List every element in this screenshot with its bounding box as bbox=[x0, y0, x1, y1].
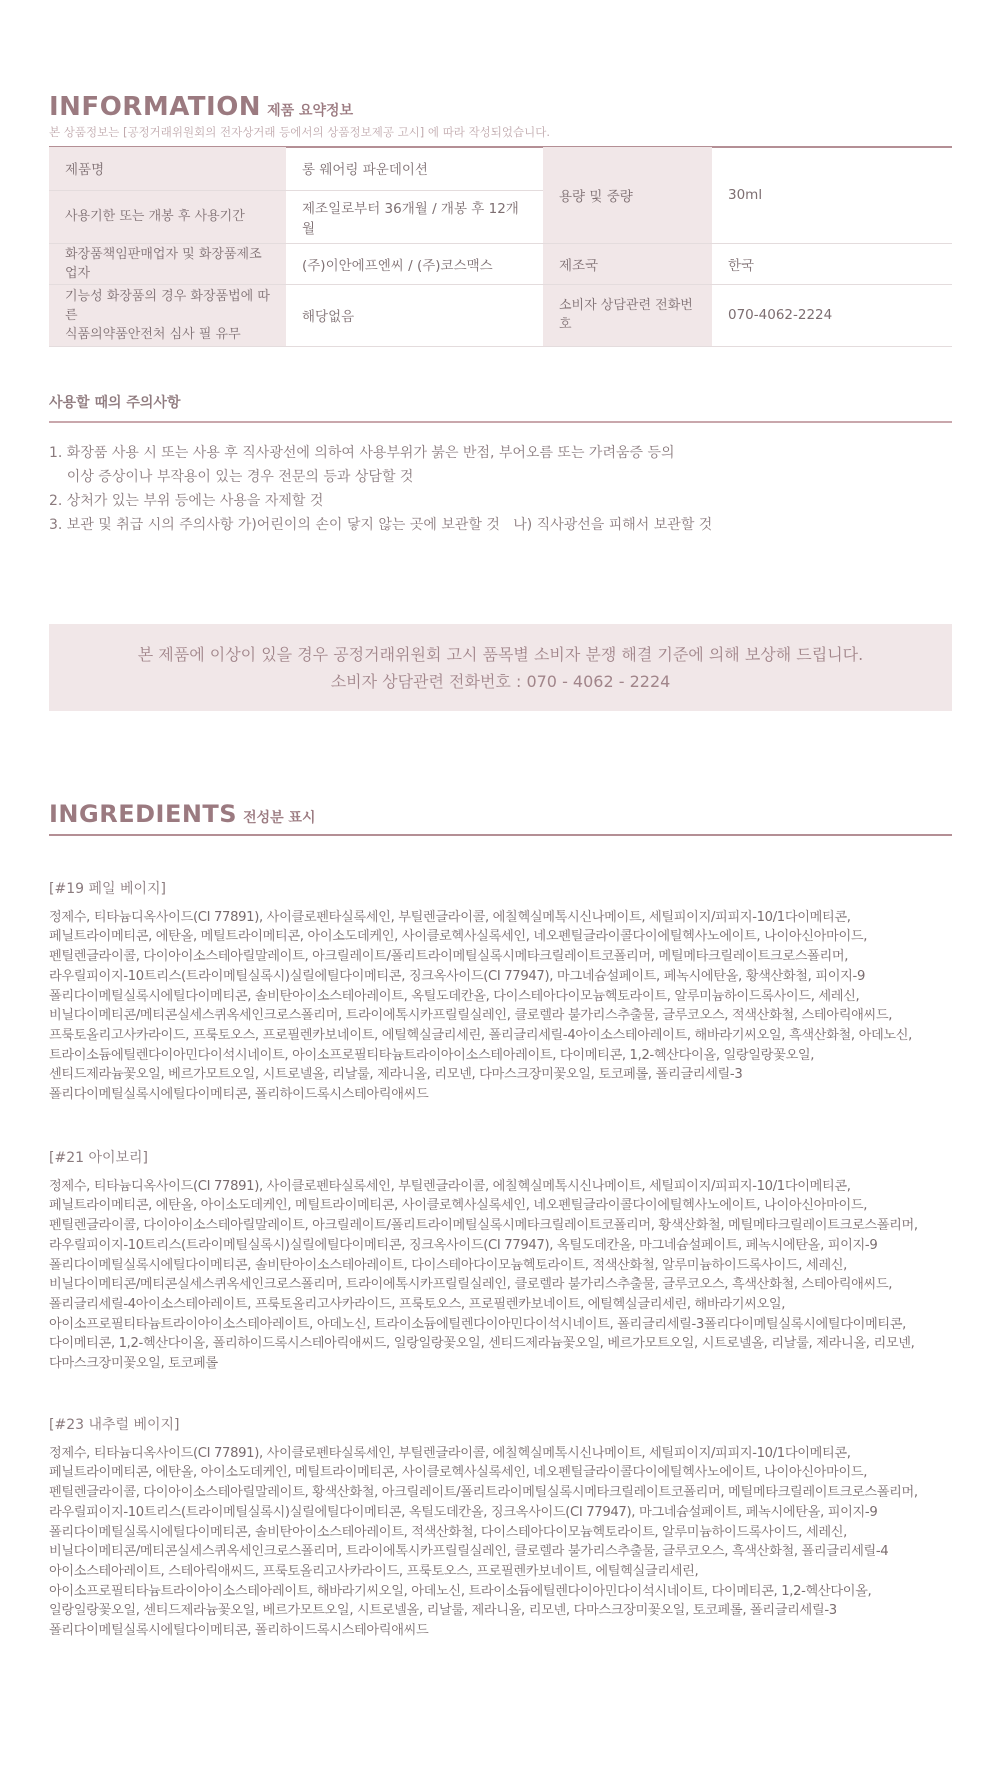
shade-name: [#21 아이보리] bbox=[49, 1150, 149, 1166]
ingredient-shade-19 bbox=[49, 880, 952, 1105]
cs-phone-value: 070-4062-2224 bbox=[712, 284, 952, 346]
banner-line-2: 소비자 상담관련 전화번호 : 070 - 4062 - 2224 bbox=[330, 671, 671, 691]
origin-label: 제조국 bbox=[543, 243, 712, 284]
caution-item: 3. 보관 및 취급 시의 주의사항 가)어린이의 손이 닿지 않는 곳에 보관할 것 나) 직사광선을 피해서 보관할 것 bbox=[49, 516, 713, 533]
information-notice: 본 상품정보는 [공정거래위원회의 전자상거래 등에서의 상품정보제공 고시] 에 따라 작성되었습니다. bbox=[49, 125, 550, 139]
compensation-banner bbox=[49, 624, 952, 711]
banner-line-1: 본 제품에 이상이 있을 경우 공정거래위원회 고시 품목별 소비자 분쟁 해결 기준에 의해 보상해 드립니다. bbox=[137, 644, 864, 664]
ingredient-shade-21 bbox=[49, 1149, 952, 1374]
ingredients-divider bbox=[49, 834, 952, 836]
manufacturer-value: (주)이안에프엔씨 / (주)코스맥스 bbox=[286, 243, 543, 284]
functional-label-line2: 식품의약품안전처 심사 필 유무 bbox=[65, 326, 241, 342]
product-name-value: 롱 웨어링 파운데이션 bbox=[286, 147, 543, 190]
caution-list bbox=[49, 441, 952, 537]
ingredients-title: INGREDIENTS bbox=[49, 800, 238, 828]
ingredient-shade-23 bbox=[49, 1416, 952, 1641]
functional-value: 해당없음 bbox=[286, 284, 543, 346]
caution-item: 1. 화장품 사용 시 또는 사용 후 직사광선에 의하여 사용부위가 붉은 반점, 부어오름 또는 가려움증 등의 bbox=[49, 444, 675, 461]
expiry-value: 제조일로부터 36개월 / 개봉 후 12개월 bbox=[286, 190, 543, 243]
caution-title: 사용할 때의 주의사항 bbox=[49, 395, 181, 411]
ingredient-list: 정제수, 티타늄디옥사이드(CI 77891), 사이클로펜타실록세인, 부틸렌글라이콜, 에칠헥실메톡시신나메이트, 세틸피이지/피피지-10/1다이메티콘, 페닐트라이메티콘, 에탄올, 아이소도데케인, 메틸트라이메티콘, 사이클로헥사실록세인, 네오펜틸글라이콜다이에틸헥사노에이트, 나이아신아마이드, 펜틸렌글라이콜, 다이아이소스테아릴말레이트, 황색산화철, 아크릴레이트/폴리트라이메틸실록시메타크릴레이트코폴리머, 메틸메타크릴레이트크로스폴리머, 라우릴피이지-10트리스(트라이메틸실록시)실릴에틸다이메티콘, 옥틸도데칸올, 징크옥사이드(CI 77947), 마그네슘설페이트, 페녹시에탄올, 피이지-9 폴리다이메틸실록시에틸다이메티콘, 솔비탄아이소스테아레이트, 적색산화철, 다이스테아다이모늄헥토라이트, 알루미늄하이드록사이드, 세레신, 비닐다이메티콘/메티콘실세스퀴옥세인크로스폴리머, 트라이에톡시카프릴릴실레인, 클로렐라 불가리스추출물, 글루코오스, 흑색산화철, 폴리글리세릴-4 아이소스테아레이트, 스테아릭애씨드, 프룩토올리고사카라이드, 프룩토오스, 프로필렌카보네이트, 에틸헥실글리세린, 아이소프로필티타늄트라이아이소스테아레이트, 해바라기씨오일, 아데노신, 트라이소듐에틸렌다이아민다이석시네이트, 다이메티콘, 1,2-헥산다이올, 일랑일랑꽃오일, 센티드제라늄꽃오일, 베르가모트오일, 시트로넬올, 리날룰, 제라니올, 리모넨, 다마스크장미꽃오일, 토코페롤, 폴리글리세릴-3 폴리다이메틸실록시에틸다이메티콘, 폴리하이드록시스테아릭애씨드 bbox=[49, 1445, 918, 1639]
functional-label bbox=[49, 284, 286, 346]
caution-item: 이상 증상이나 부작용이 있는 경우 전문의 등과 상담할 것 bbox=[49, 468, 414, 485]
ingredient-list: 정제수, 티타늄디옥사이드(CI 77891), 사이클로펜타실록세인, 부틸렌글라이콜, 에칠헥실메톡시신나메이트, 세틸피이지/피피지-10/1다이메티콘, 페닐트라이메티콘, 에탄올, 아이소도데케인, 메틸트라이메티콘, 사이클로헥사실록세인, 네오펜틸글라이콜다이에틸헥사노에이트, 나이아신아마이드, 펜틸렌글라이콜, 다이아이소스테아릴말레이트, 아크릴레이트/폴리트라이메틸실록시메타크릴레이트코폴리머, 황색산화철, 메틸메타크릴레이트크로스폴리머, 라우릴피이지-10트리스(트라이메틸실록시)실릴에틸다이메티콘, 징크옥사이드(CI 77947), 옥틸도데칸올, 마그네슘설페이트, 페녹시에탄올, 피이지-9 폴리다이메틸실록시에틸다이메티콘, 솔비탄아이소스테아레이트, 다이스테아다이모늄헥토라이트, 적색산화철, 알루미늄하이드록사이드, 세레신, 비닐다이메티콘/메티콘실세스퀴옥세인크로스폴리머, 트라이에톡시카프릴릴실레인, 클로렐라 불가리스추출물, 글루코오스, 흑색산화철, 스테아릭애씨드, 폴리글리세릴-4아이소스테아레이트, 프룩토올리고사카라이드, 프룩토오스, 프로필렌카보네이트, 에틸헥실글리세린, 해바라기씨오일, 아이소프로필티타늄트라이아이소스테아레이트, 아데노신, 트라이소듐에틸렌다이아민다이석시네이트, 폴리글리세릴-3폴리다이메틸실록시에틸다이메티콘, 다이메티콘, 1,2-헥산다이올, 폴리하이드록시스테아릭애씨드, 일랑일랑꽃오일, 센티드제라늄꽃오일, 베르가모트오일, 시트로넬올, 리날룰, 제라니올, 리모넨, 다마스크장미꽃오일, 토코페롤 bbox=[49, 1178, 918, 1372]
information-table-wrap bbox=[49, 147, 952, 347]
manufacturer-label: 화장품책임판매업자 및 화장품제조업자 bbox=[49, 243, 286, 284]
information-subtitle: 제품 요약정보 bbox=[267, 103, 354, 119]
caution-section bbox=[49, 392, 952, 537]
caution-divider bbox=[49, 421, 952, 423]
table-row bbox=[49, 284, 952, 346]
ingredients-subtitle: 전성분 표시 bbox=[243, 810, 316, 826]
information-title: INFORMATION bbox=[49, 92, 262, 122]
table-row bbox=[49, 147, 952, 190]
capacity-value: 30ml bbox=[712, 147, 952, 243]
information-table bbox=[49, 147, 952, 347]
cs-phone-label: 소비자 상담관련 전화번호 bbox=[543, 284, 712, 346]
origin-value: 한국 bbox=[712, 243, 952, 284]
shade-name: [#23 내추럴 베이지] bbox=[49, 1417, 180, 1433]
shade-name: [#19 페일 베이지] bbox=[49, 881, 166, 897]
ingredients-header bbox=[49, 800, 952, 836]
capacity-label: 용량 및 중량 bbox=[543, 147, 712, 243]
ingredient-list: 정제수, 티타늄디옥사이드(CI 77891), 사이클로펜타실록세인, 부틸렌글라이콜, 에칠헥실메톡시신나메이트, 세틸피이지/피피지-10/1다이메티콘, 페닐트라이메티콘, 에탄올, 메틸트라이메티콘, 아이소도데케인, 사이클로헥사실록세인, 네오펜틸글라이콜다이에틸헥사노에이트, 나이아신아마이드, 펜틸렌글라이콜, 다이아이소스테아릴말레이트, 아크릴레이트/폴리트라이메틸실록시메타크릴레이트코폴리머, 메틸메타크릴레이트크로스폴리머, 라우릴피이지-10트리스(트라이메틸실록시)실릴에틸다이메티콘, 징크옥사이드(CI 77947), 마그네슘설페이트, 페녹시에탄올, 황색산화철, 피이지-9 폴리다이메틸실록시에틸다이메티콘, 솔비탄아이소스테아레이트, 옥틸도데칸올, 다이스테아다이모늄헥토라이트, 알루미늄하이드록사이드, 세레신, 비닐다이메티콘/메티콘실세스퀴옥세인크로스폴리머, 트라이에톡시카프릴릴실레인, 클로렐라 불가리스추출물, 글루코오스, 적색산화철, 스테아릭애씨드, 프룩토올리고사카라이드, 프룩토오스, 프로필렌카보네이트, 에틸헥실글리세린, 폴리글리세릴-4아이소스테아레이트, 해바라기씨오일, 흑색산화철, 아데노신, 트라이소듐에틸렌다이아민다이석시네이트, 아이소프로필티타늄트라이아이소스테아레이트, 다이메티콘, 1,2-헥산다이올, 일랑일랑꽃오일, 센티드제라늄꽃오일, 베르가모트오일, 시트로넬올, 리날룰, 제라니올, 리모넨, 다마스크장미꽃오일, 토코페롤, 폴리글리세릴-3 폴리다이메틸실록시에틸다이메티콘, 폴리하이드록시스테아릭애씨드 bbox=[49, 909, 912, 1103]
table-row bbox=[49, 243, 952, 284]
product-name-label: 제품명 bbox=[49, 147, 286, 190]
caution-item: 2. 상처가 있는 부위 등에는 사용을 자제할 것 bbox=[49, 492, 324, 509]
expiry-label: 사용기한 또는 개봉 후 사용기간 bbox=[49, 190, 286, 243]
functional-label-line1: 기능성 화장품의 경우 화장품법에 따른 bbox=[65, 288, 270, 323]
information-header bbox=[49, 92, 952, 148]
